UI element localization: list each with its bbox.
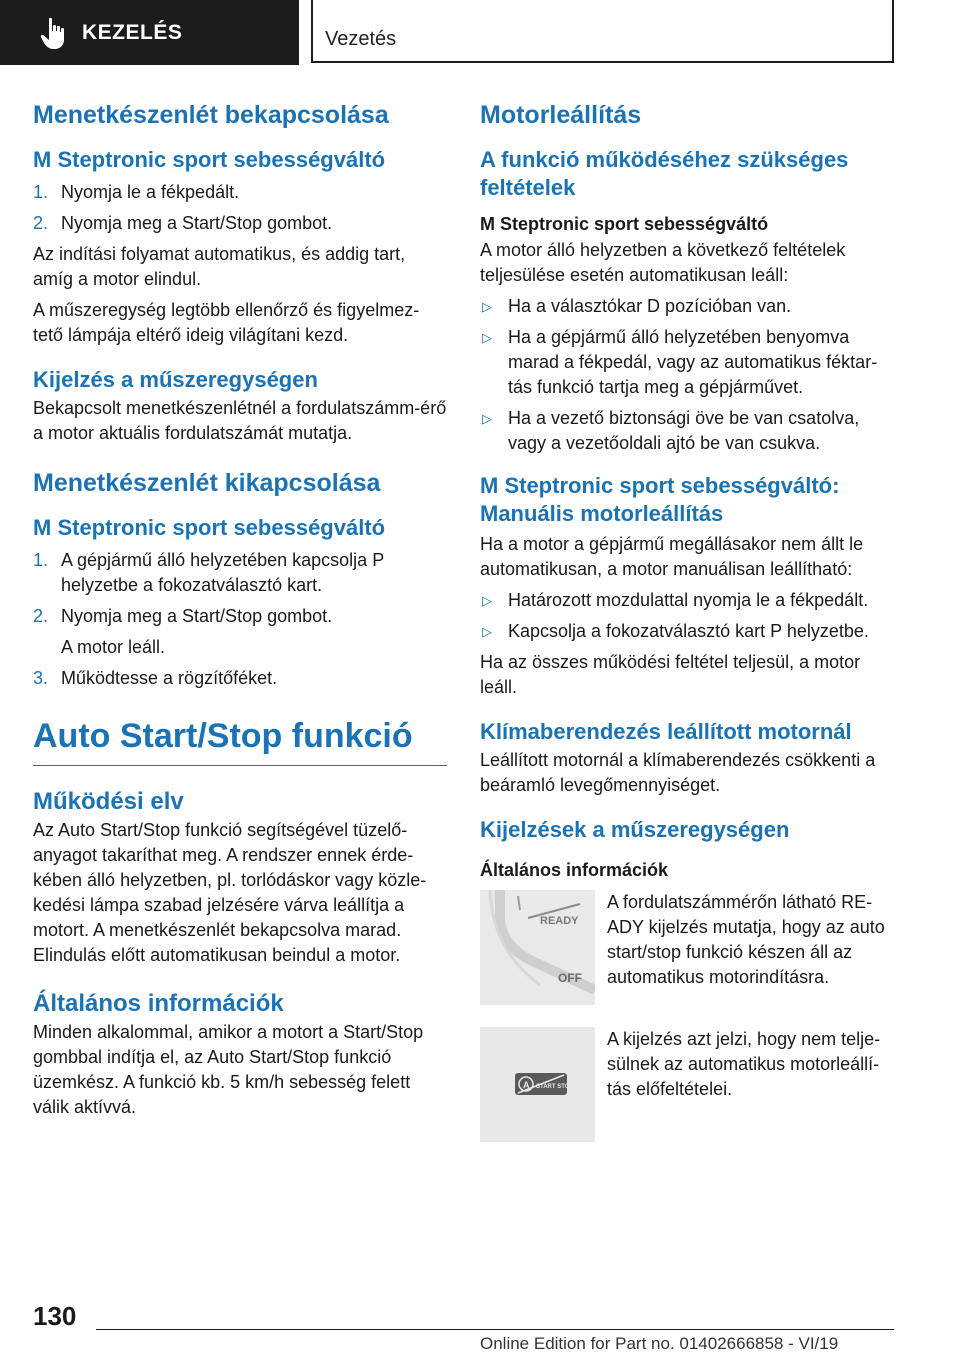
figure-ready — [480, 890, 894, 1005]
page-number: 130 — [33, 1301, 77, 1331]
step-text: A gépjármű álló helyzetében kapcsolja P helyzetbe a fokozatválasztó kart. — [61, 550, 384, 595]
edition-note: Online Edition for Part no. 01402666858 - VI/19 — [480, 1334, 839, 1353]
tachometer-icon — [480, 890, 595, 1005]
step-number: 2. — [33, 213, 49, 233]
paragraph: Leállított motornál a klímaberendezés csökkenti a beáramló levegőmennyiséget. — [480, 750, 876, 795]
bullet-item — [480, 294, 894, 319]
step-number: 2. — [33, 606, 49, 626]
triangle-bullet-icon: ▷ — [482, 593, 492, 608]
breadcrumb-label: Vezetés — [325, 28, 397, 50]
section-title: Menetkészenlét kikapcsolása — [33, 469, 381, 497]
chapter-heading: Auto Start/Stop funkció — [33, 715, 447, 766]
paragraph: Minden alkalommal, amikor a motort a Start/Stop gombbal indítja el, az Auto Start/Stop funkció üzemkész. A funkció kb. 5 km/h sebesség felett válik aktívvá. — [33, 1022, 424, 1117]
section-title: Motorleállítás — [480, 101, 642, 129]
bullet-text: Kapcsolja a fokozatválasztó kart P helyzetbe. — [508, 621, 869, 641]
ready-label: READY — [540, 915, 579, 927]
bullet-text: Ha a választókar D pozícióban van. — [508, 296, 792, 316]
section-title: Menetkészenlét bekapcsolása — [33, 101, 389, 129]
chapter-label: KEZELÉS — [82, 20, 183, 44]
bullet-list — [480, 588, 894, 644]
start-stop-label: START STOP — [536, 1084, 574, 1090]
subsection-title: A funkció működéséhez szükséges feltételek — [480, 147, 849, 200]
step-item — [33, 548, 447, 598]
subsection-title: Működési elv — [33, 788, 184, 815]
subsection-title: Általános információk — [33, 990, 284, 1017]
left-column — [33, 100, 447, 1120]
bullet-text: Határozott mozdulattal nyomja le a fékpedált. — [508, 590, 869, 610]
off-label: OFF — [558, 971, 582, 985]
step-item — [33, 180, 447, 205]
ready-indicator-image — [480, 890, 595, 1005]
bullet-text: Ha a gépjármű álló helyzetében benyomva marad a fékpedál, vagy az automatikus féktar-tás funkció tartja meg a gépjárművet. — [508, 327, 878, 397]
step-item — [33, 666, 447, 691]
chapter-tab — [0, 0, 299, 65]
bullet-item — [480, 406, 894, 456]
start-stop-warning-icon — [480, 1027, 595, 1142]
bullet-text: Ha a vezető biztonsági öve be van csatolva, vagy a vezetőoldali ajtó be van csukva. — [508, 408, 860, 453]
paragraph: Ha az összes működési feltétel teljesül, a motor leáll. — [480, 652, 861, 697]
bullet-item — [480, 619, 894, 644]
paragraph: A műszeregység legtöbb ellenőrző és figyelmez-tető lámpája eltérő ideig világítani kezd. — [33, 300, 420, 345]
paragraph: Bekapcsolt menetkészenlétnél a fordulatszámm-érő a motor aktuális fordulatszámát mutatja. — [33, 398, 447, 443]
subsection-title: Klímaberendezés leállított motornál — [480, 719, 852, 744]
step-text: Nyomja le a fékpedált. — [61, 182, 240, 202]
subsection-title: Kijelzés a műszeregységen — [33, 367, 318, 392]
bullet-item — [480, 325, 894, 400]
paragraph: Ha a motor a gépjármű megállásakor nem állt le automatikusan, a motor manuálisan leállítható: — [480, 534, 864, 579]
subsection-title: Kijelzések a műszeregységen — [480, 817, 790, 842]
triangle-bullet-icon: ▷ — [482, 330, 492, 345]
figure-caption: A fordulatszámmérőn látható RE-ADY kijelzés mutatja, hogy az auto start/stop funkció készen áll az automatikus motorindításra. — [607, 892, 885, 987]
bold-heading: Általános információk — [480, 860, 669, 880]
triangle-bullet-icon: ▷ — [482, 624, 492, 639]
step-list — [33, 180, 447, 236]
step-number: 3. — [33, 668, 49, 688]
bullet-list — [480, 294, 894, 456]
step-item — [33, 604, 447, 660]
figure-caption: A kijelzés azt jelzi, hogy nem telje-sülnek az automatikus motorleállí-tás előfeltételei. — [607, 1029, 881, 1099]
step-text: Működtesse a rögzítőféket. — [61, 668, 278, 688]
paragraph: Az Auto Start/Stop funkció segítségével tüzelő-anyagot takaríthat meg. A rendszer ennek érde-kében álló helyzetben, pl. torlódáskor vagy közle-kedési lámpa szabad jelzésére várva leállítja a motort. A menetkészenlét bekapcsolva marad. Elindulás előtt automatikusan beindul a motor. — [33, 820, 427, 965]
figure-start-stop — [480, 1027, 894, 1142]
step-text: Nyomja meg a Start/Stop gombot. — [61, 213, 333, 233]
hand-icon — [40, 16, 68, 50]
paragraph: A motor álló helyzetben a következő feltételek teljesülése esetén automatikusan leáll: — [480, 240, 846, 285]
right-column — [480, 100, 894, 1142]
subsection-title: M Steptronic sport sebességváltó — [33, 147, 386, 172]
footer-divider — [96, 1329, 894, 1330]
step-number: 1. — [33, 550, 49, 570]
svg-text:A: A — [523, 1080, 530, 1090]
step-list — [33, 548, 447, 691]
step-number: 1. — [33, 182, 49, 202]
start-stop-indicator-image — [480, 1027, 595, 1142]
triangle-bullet-icon: ▷ — [482, 411, 492, 426]
bullet-item — [480, 588, 894, 613]
step-note: A motor leáll. — [61, 637, 166, 657]
triangle-bullet-icon: ▷ — [482, 299, 492, 314]
subsection-title: M Steptronic sport sebességváltó — [33, 515, 386, 540]
bold-heading: M Steptronic sport sebességváltó — [480, 214, 769, 234]
step-text: Nyomja meg a Start/Stop gombot. — [61, 606, 333, 626]
subsection-title: M Steptronic sport sebességváltó: Manuális motorleállítás — [480, 473, 840, 526]
step-item — [33, 211, 447, 236]
breadcrumb — [311, 0, 894, 63]
paragraph: Az indítási folyamat automatikus, és addig tart, amíg a motor elindul. — [33, 244, 406, 289]
